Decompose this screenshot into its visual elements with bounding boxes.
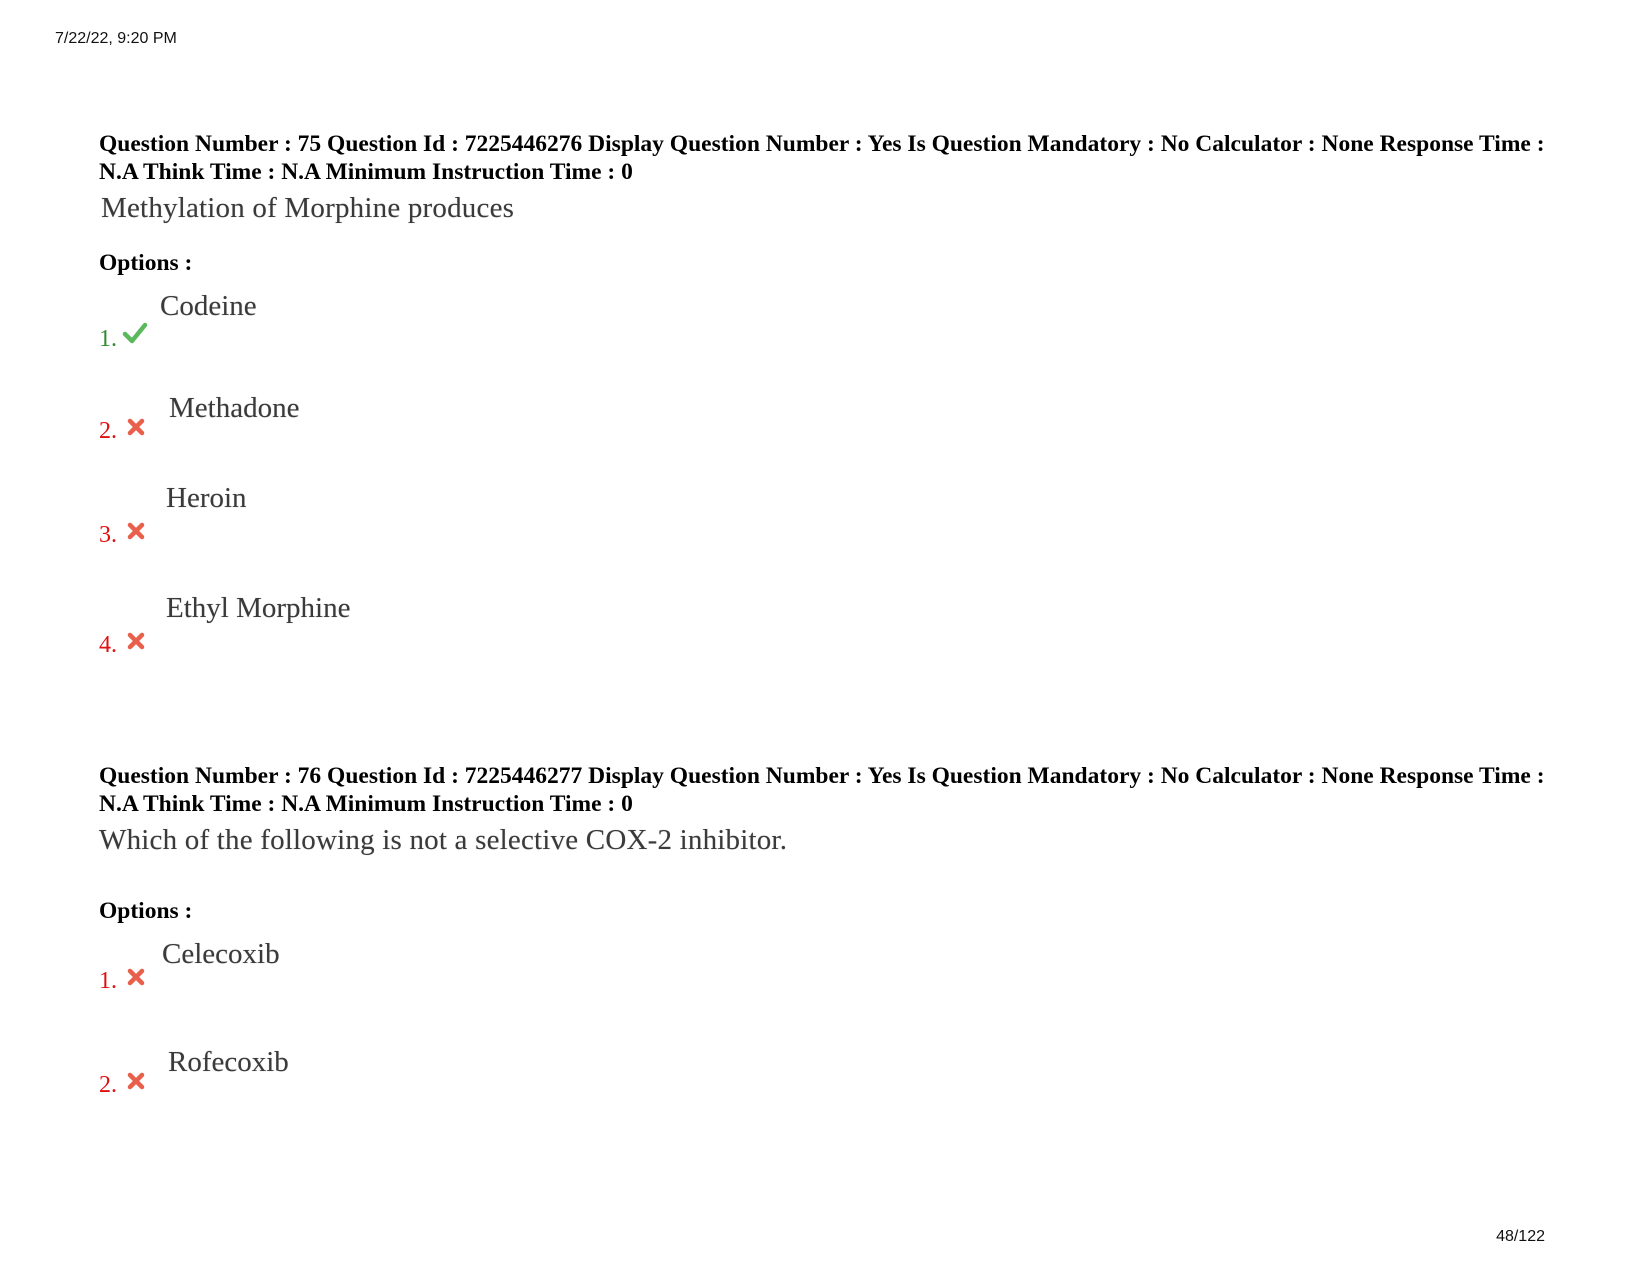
option-text: Celecoxib bbox=[162, 938, 280, 970]
question-meta: Question Number : 75 Question Id : 7225446276 Display Question Number : Yes Is Question Mandatory : No Calculator : None Response Time : N.A Think Time : N.A Minimum Instruction Time : 0 bbox=[99, 131, 1545, 185]
page-number: 48/122 bbox=[1496, 1228, 1545, 1245]
cross-icon bbox=[124, 630, 150, 652]
options-label: Options : bbox=[99, 898, 193, 924]
option-item bbox=[99, 392, 699, 452]
cross-icon bbox=[124, 520, 150, 542]
option-item bbox=[99, 290, 699, 350]
check-icon bbox=[122, 322, 148, 344]
option-text: Heroin bbox=[166, 482, 247, 514]
option-item bbox=[99, 938, 699, 998]
option-text: Ethyl Morphine bbox=[166, 592, 351, 624]
option-text: Methadone bbox=[169, 392, 300, 424]
cross-icon bbox=[124, 966, 150, 988]
question-text: Which of the following is not a selective COX-2 inhibitor. bbox=[99, 824, 788, 856]
cross-icon bbox=[124, 1070, 150, 1092]
question-meta: Question Number : 76 Question Id : 7225446277 Display Question Number : Yes Is Question Mandatory : No Calculator : None Response Time : N.A Think Time : N.A Minimum Instruction Time : 0 bbox=[99, 763, 1545, 817]
question-text: Methylation of Morphine produces bbox=[101, 192, 515, 224]
option-item bbox=[99, 482, 699, 548]
question-block bbox=[99, 130, 1579, 658]
option-text: Rofecoxib bbox=[168, 1046, 289, 1078]
option-number: 1. bbox=[99, 968, 117, 994]
option-number: 4. bbox=[99, 632, 117, 658]
print-timestamp: 7/22/22, 9:20 PM bbox=[55, 30, 177, 47]
cross-icon bbox=[124, 416, 150, 438]
option-number: 1. bbox=[99, 326, 117, 352]
option-item bbox=[99, 1046, 699, 1106]
option-text: Codeine bbox=[160, 290, 257, 322]
option-number: 2. bbox=[99, 1072, 117, 1098]
options-label: Options : bbox=[99, 250, 193, 276]
option-number: 3. bbox=[99, 522, 117, 548]
question-block bbox=[99, 762, 1579, 1098]
option-number: 2. bbox=[99, 418, 117, 444]
option-item bbox=[99, 592, 699, 658]
